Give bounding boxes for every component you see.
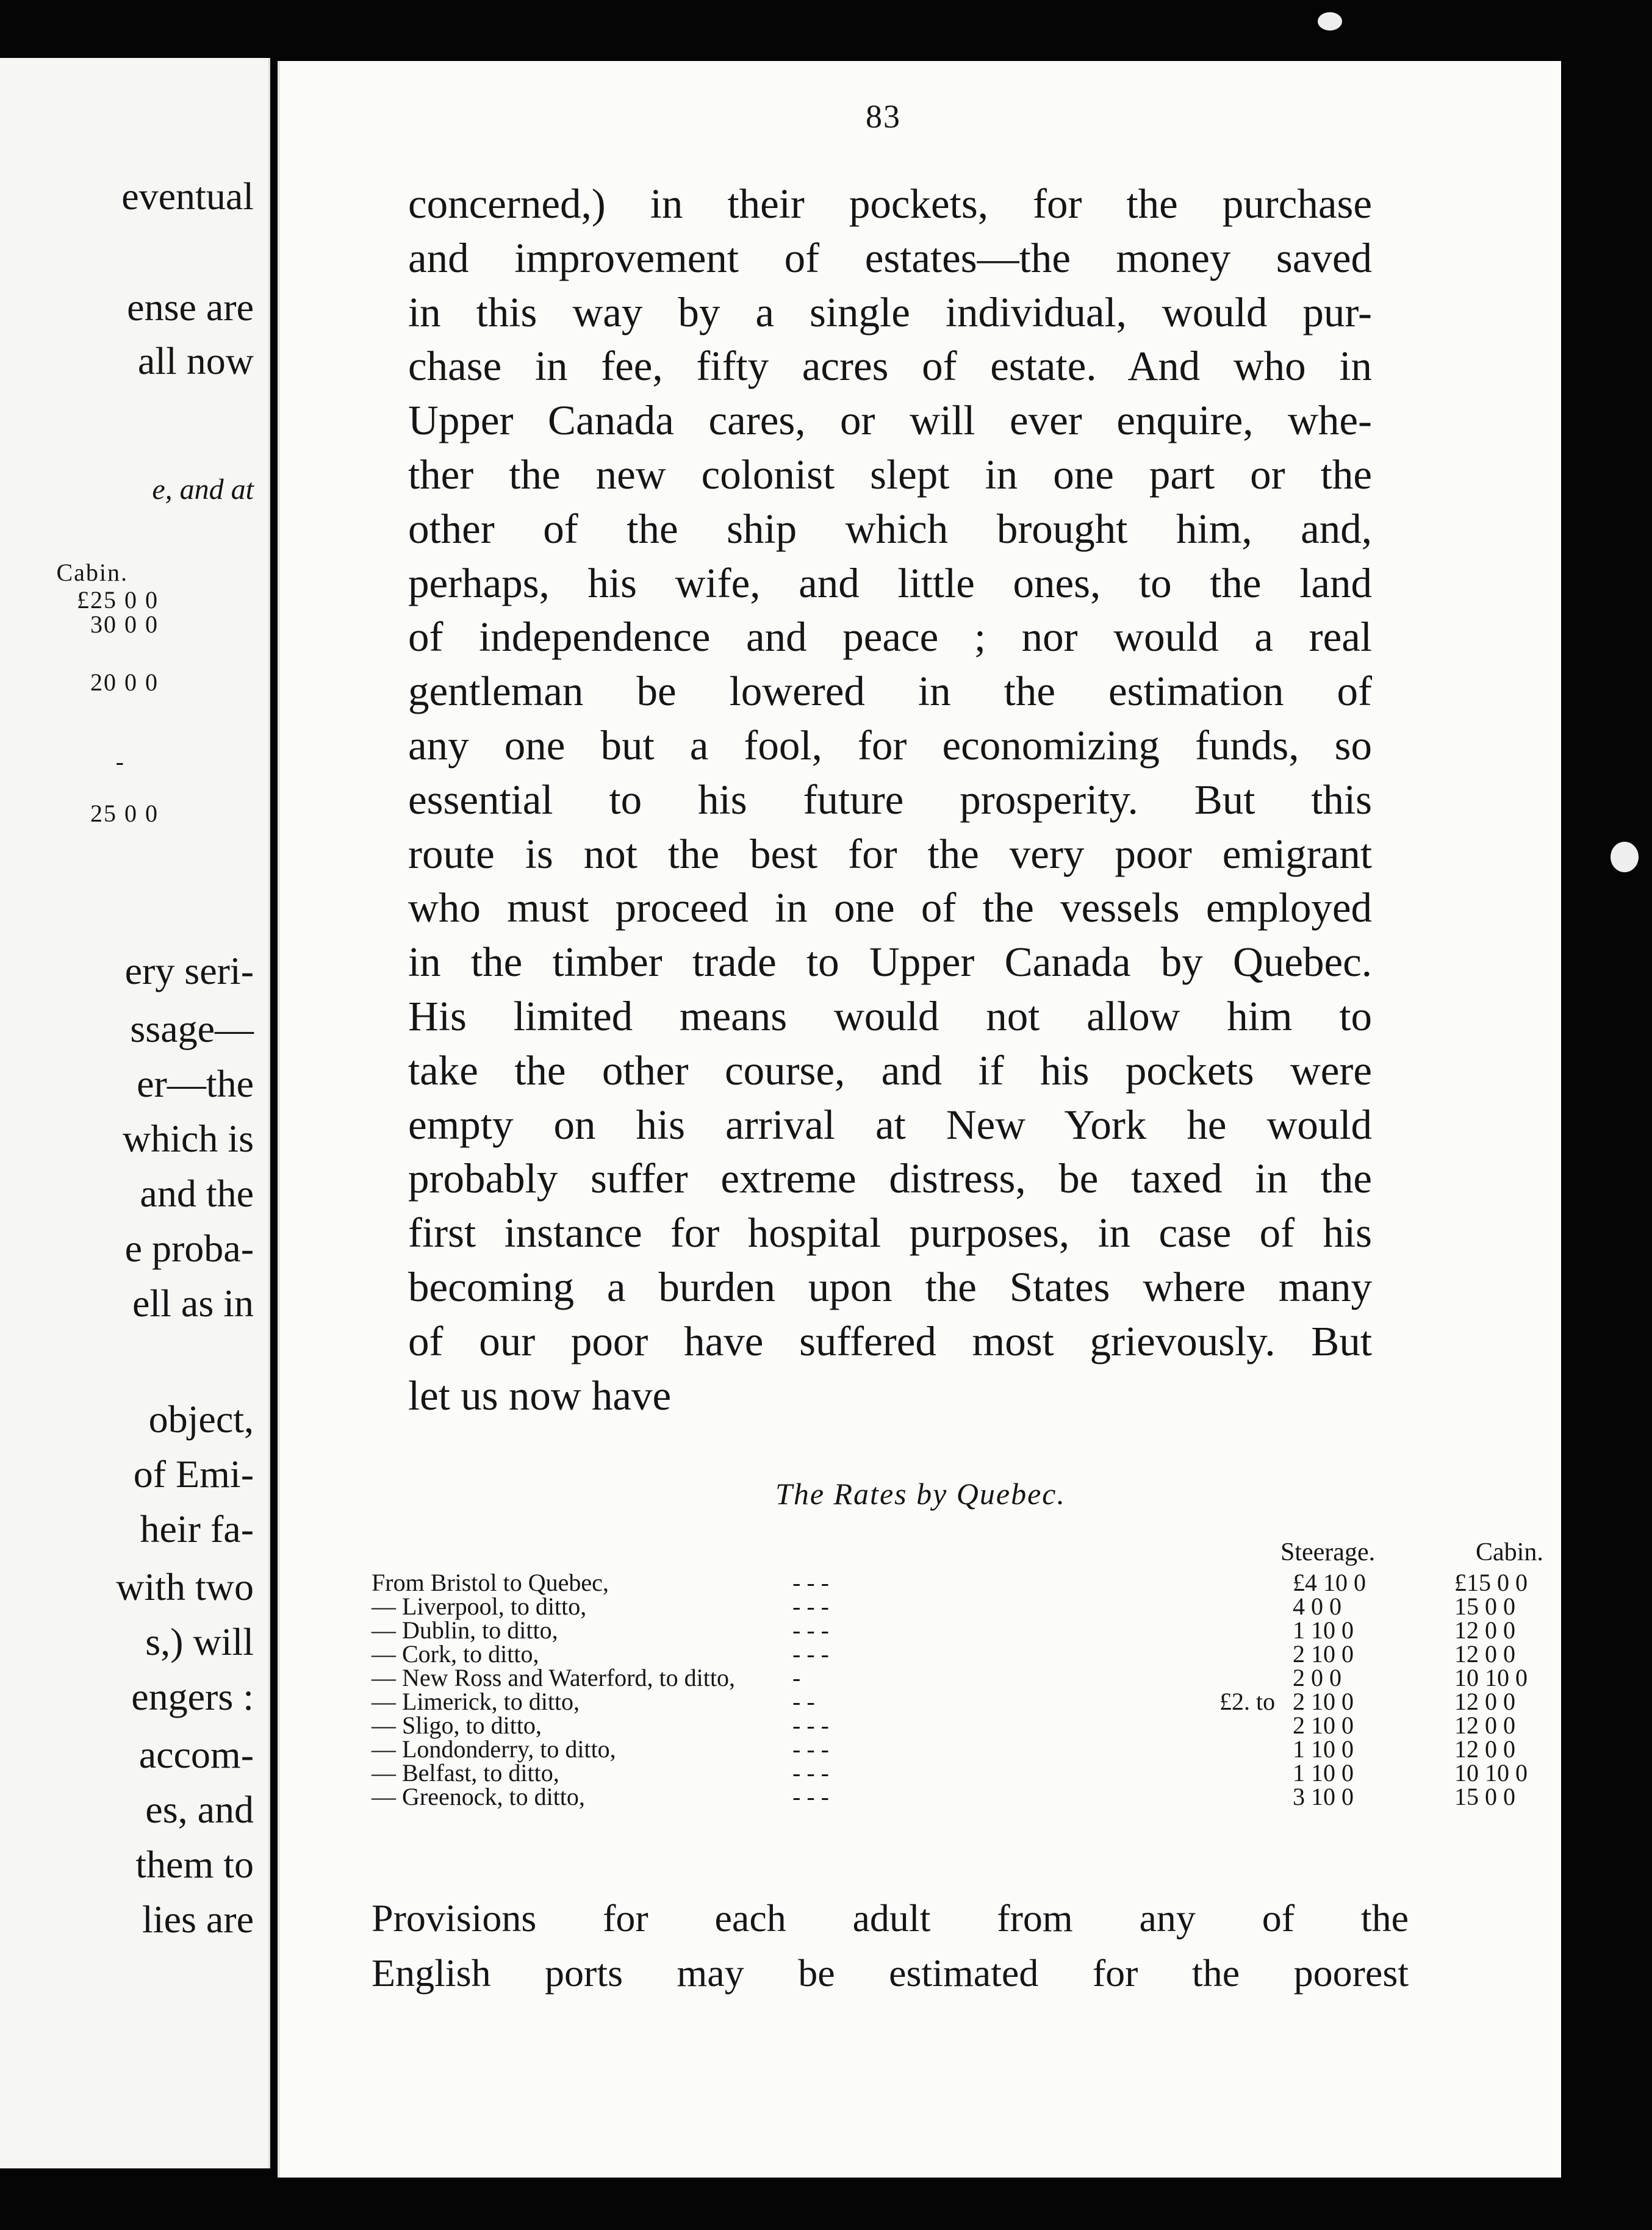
dashes-cell: - - - bbox=[792, 1735, 829, 1763]
table-row bbox=[372, 1593, 1515, 1620]
body-line: route is not the best for the very poor emigrant bbox=[408, 830, 1372, 877]
cabin-header: Cabin. bbox=[1476, 1538, 1543, 1566]
route-cell: — Liverpool, to ditto, bbox=[372, 1593, 587, 1620]
prefix-cell: £2. to bbox=[1219, 1688, 1276, 1715]
dashes-cell: - - - bbox=[792, 1569, 829, 1596]
body-line: any one but a fool, for economizing funds, so bbox=[408, 722, 1372, 769]
left-text-line: ery seri- bbox=[124, 949, 254, 992]
table-row bbox=[372, 1688, 1515, 1715]
body-line: concerned,) in their pockets, for the purchase bbox=[408, 181, 1372, 227]
table-row bbox=[372, 1759, 1528, 1787]
left-text-line: 30 0 0 bbox=[90, 611, 159, 638]
left-text-line: of Emi- bbox=[133, 1452, 254, 1496]
body-line: first instance for hospital purposes, in case of his bbox=[408, 1210, 1372, 1257]
page-number: 83 bbox=[866, 98, 901, 135]
left-text-line: object, bbox=[148, 1397, 254, 1441]
cabin-cell: £15 0 0 bbox=[1454, 1569, 1528, 1596]
cabin-cell: 15 0 0 bbox=[1454, 1593, 1515, 1620]
left-text-line: eventual bbox=[121, 174, 254, 218]
body-line: other of the ship which brought him, and, bbox=[408, 505, 1372, 552]
left-text-line: ense are bbox=[127, 285, 254, 329]
left-text-line: which is bbox=[122, 1117, 254, 1160]
route-cell: — Cork, to ditto, bbox=[372, 1640, 539, 1668]
left-text-line: 20 0 0 bbox=[90, 669, 159, 696]
steerage-cell: 2 10 0 bbox=[1293, 1688, 1354, 1715]
table-row bbox=[372, 1640, 1515, 1668]
body-line: who must proceed in one of the vessels employed bbox=[408, 884, 1372, 931]
dashes-cell: - bbox=[792, 1664, 801, 1691]
route-cell: — Dublin, to ditto, bbox=[372, 1616, 558, 1644]
body-line: and improvement of estates—the money saved bbox=[408, 234, 1372, 281]
cabin-cell: 12 0 0 bbox=[1454, 1735, 1515, 1763]
dashes-cell: - - - bbox=[792, 1616, 829, 1644]
left-text-line: £25 0 0 bbox=[77, 586, 159, 614]
left-text-line: all now bbox=[137, 339, 254, 382]
cabin-cell: 12 0 0 bbox=[1454, 1640, 1515, 1668]
table-title: The Rates by Quebec. bbox=[775, 1477, 1066, 1511]
cabin-cell: 12 0 0 bbox=[1454, 1616, 1515, 1644]
dashes-cell: - - - bbox=[792, 1759, 829, 1787]
dashes-cell: - - - bbox=[792, 1783, 829, 1810]
body-line: His limited means would not allow him to bbox=[408, 992, 1372, 1039]
left-text-line: Cabin. bbox=[56, 559, 128, 586]
left-text-line: and the bbox=[140, 1172, 254, 1215]
left-text-line: er—the bbox=[137, 1062, 254, 1105]
table-row bbox=[372, 1664, 1528, 1691]
route-cell: — Londonderry, to ditto, bbox=[372, 1735, 616, 1763]
body-line: ther the new colonist slept in one part or the bbox=[408, 451, 1372, 498]
cabin-cell: 10 10 0 bbox=[1454, 1664, 1528, 1691]
steerage-cell: 1 10 0 bbox=[1293, 1735, 1354, 1763]
dashes-cell: - - - bbox=[792, 1712, 829, 1739]
body-line: English ports may be estimated for the poorest bbox=[372, 1951, 1409, 1995]
table-row bbox=[372, 1783, 1515, 1810]
right-page bbox=[278, 61, 1561, 2178]
body-line: let us now have bbox=[408, 1372, 672, 1419]
table-row bbox=[372, 1569, 1528, 1596]
left-page-fragment bbox=[0, 58, 270, 2168]
body-line: Provisions for each adult from any of the bbox=[372, 1896, 1409, 1940]
table-row bbox=[372, 1735, 1515, 1763]
steerage-cell: 2 10 0 bbox=[1293, 1712, 1354, 1739]
table-row bbox=[372, 1616, 1515, 1644]
left-text-line: e proba- bbox=[124, 1227, 254, 1270]
left-text-line: - bbox=[115, 748, 125, 775]
dashes-cell: - - bbox=[792, 1688, 815, 1715]
dashes-cell: - - - bbox=[792, 1640, 829, 1668]
body-line: chase in fee, fifty acres of estate. And who in bbox=[408, 343, 1372, 390]
steerage-header: Steerage. bbox=[1280, 1538, 1376, 1566]
left-text-line: es, and bbox=[145, 1788, 254, 1831]
left-text-line: accom- bbox=[138, 1733, 254, 1776]
cabin-cell: 10 10 0 bbox=[1454, 1759, 1528, 1787]
body-line: essential to his future prosperity. But this bbox=[408, 776, 1372, 823]
after-text bbox=[372, 1891, 1409, 2001]
left-text-line: with two bbox=[116, 1565, 254, 1608]
route-cell: From Bristol to Quebec, bbox=[372, 1569, 609, 1596]
left-text-line: ell as in bbox=[132, 1282, 254, 1325]
steerage-cell: 2 0 0 bbox=[1293, 1664, 1341, 1691]
left-text-line: 25 0 0 bbox=[90, 800, 159, 827]
left-text-line: engers : bbox=[131, 1675, 254, 1718]
route-cell: — New Ross and Waterford, to ditto, bbox=[372, 1664, 735, 1691]
steerage-cell: 2 10 0 bbox=[1293, 1640, 1354, 1668]
body-line: Upper Canada cares, or will ever enquire, whe- bbox=[408, 397, 1372, 444]
steerage-cell: 1 10 0 bbox=[1293, 1759, 1354, 1787]
dashes-cell: - - - bbox=[792, 1593, 829, 1620]
route-cell: — Limerick, to ditto, bbox=[372, 1688, 580, 1715]
body-line: in the timber trade to Upper Canada by Quebec. bbox=[408, 939, 1372, 986]
route-cell: — Belfast, to ditto, bbox=[372, 1759, 559, 1787]
left-text-line: ssage— bbox=[130, 1007, 254, 1050]
body-line: gentleman be lowered in the estimation of bbox=[408, 668, 1372, 715]
steerage-cell: 1 10 0 bbox=[1293, 1616, 1354, 1644]
steerage-cell: £4 10 0 bbox=[1293, 1569, 1366, 1596]
body-line: of independence and peace ; nor would a real bbox=[408, 614, 1372, 661]
cabin-cell: 12 0 0 bbox=[1454, 1688, 1515, 1715]
cabin-cell: 12 0 0 bbox=[1454, 1712, 1515, 1739]
table-row bbox=[372, 1712, 1515, 1739]
body-line: take the other course, and if his pockets were bbox=[408, 1047, 1372, 1094]
cabin-cell: 15 0 0 bbox=[1454, 1783, 1515, 1810]
route-cell: — Sligo, to ditto, bbox=[372, 1712, 542, 1739]
body-line: perhaps, his wife, and little ones, to the land bbox=[408, 559, 1372, 606]
body-line: in this way by a single individual, would pur- bbox=[408, 289, 1372, 335]
speck bbox=[1611, 842, 1639, 872]
left-text-line: s,) will bbox=[145, 1620, 254, 1663]
steerage-cell: 4 0 0 bbox=[1293, 1593, 1341, 1620]
body-text bbox=[408, 177, 1372, 1422]
body-line: empty on his arrival at New York he would bbox=[408, 1101, 1372, 1148]
body-line: of our poor have suffered most grievously. But bbox=[408, 1318, 1372, 1364]
left-text-line: heir fa- bbox=[140, 1507, 254, 1551]
left-text-line: e, and at bbox=[152, 473, 254, 506]
left-text-line: them to bbox=[135, 1843, 254, 1886]
route-cell: — Greenock, to ditto, bbox=[372, 1783, 585, 1810]
speck bbox=[1318, 12, 1342, 30]
steerage-cell: 3 10 0 bbox=[1293, 1783, 1354, 1810]
left-text-line: lies are bbox=[142, 1898, 254, 1941]
body-line: becoming a burden upon the States where many bbox=[408, 1263, 1372, 1310]
body-line: probably suffer extreme distress, be taxed in the bbox=[408, 1155, 1372, 1202]
